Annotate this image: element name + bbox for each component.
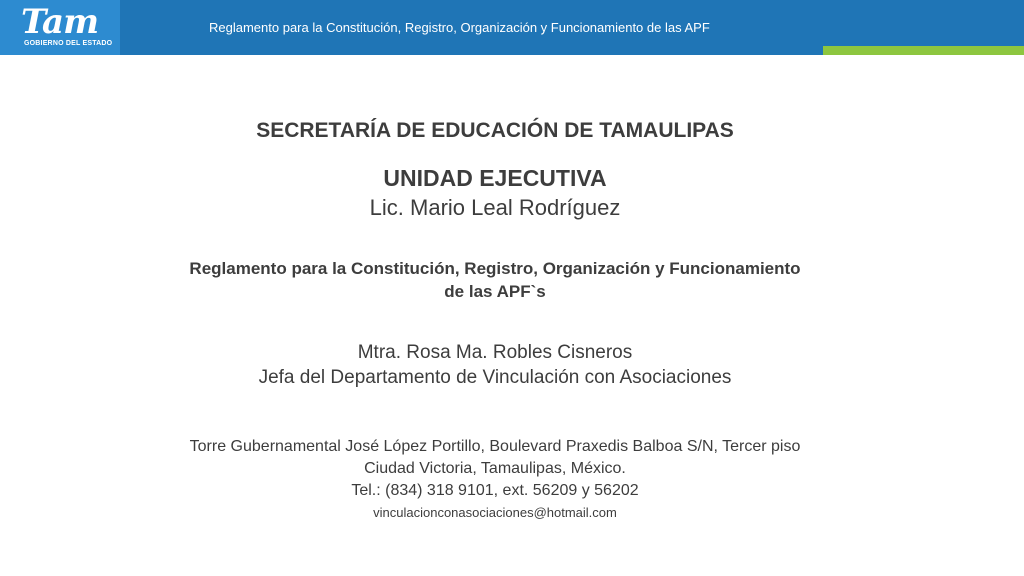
reglamento-line-2: de las APF`s	[444, 282, 546, 301]
header-title: Reglamento para la Constitución, Registro, Organización y Funcionamiento de las APF	[209, 20, 710, 35]
contact-name: Mtra. Rosa Ma. Robles Cisneros	[357, 342, 633, 363]
unidad-heading: UNIDAD EJECUTIVA	[383, 165, 607, 191]
tam-logo	[0, 0, 120, 55]
logo-subtitle: GOBIERNO DEL ESTADO	[24, 40, 113, 47]
reglamento-title	[0, 257, 990, 303]
accent-strip	[823, 46, 1024, 55]
secretaria-heading: SECRETARÍA DE EDUCACIÓN DE TAMAULIPAS	[256, 119, 734, 142]
reglamento-line-1: Reglamento para la Constitución, Registro, Organización y Funcionamiento	[189, 259, 801, 278]
contact-role: Jefa del Departamento de Vinculación con Asociaciones	[258, 367, 732, 388]
address-line-2: Ciudad Victoria, Tamaulipas, México.	[364, 460, 626, 477]
address-block	[0, 436, 990, 524]
titular-name: Lic. Mario Leal Rodríguez	[369, 195, 621, 220]
contact-block	[0, 340, 990, 390]
address-line-1: Torre Gubernamental José López Portillo, Boulevard Praxedis Balboa S/N, Tercer piso	[189, 438, 801, 455]
header-bar	[0, 0, 1024, 55]
phone-line: Tel.: (834) 318 9101, ext. 56209 y 56202	[351, 482, 639, 499]
email-link[interactable]: vinculacionconasociaciones@hotmail.com	[373, 505, 617, 520]
logo-wordmark: Tam	[21, 2, 99, 42]
